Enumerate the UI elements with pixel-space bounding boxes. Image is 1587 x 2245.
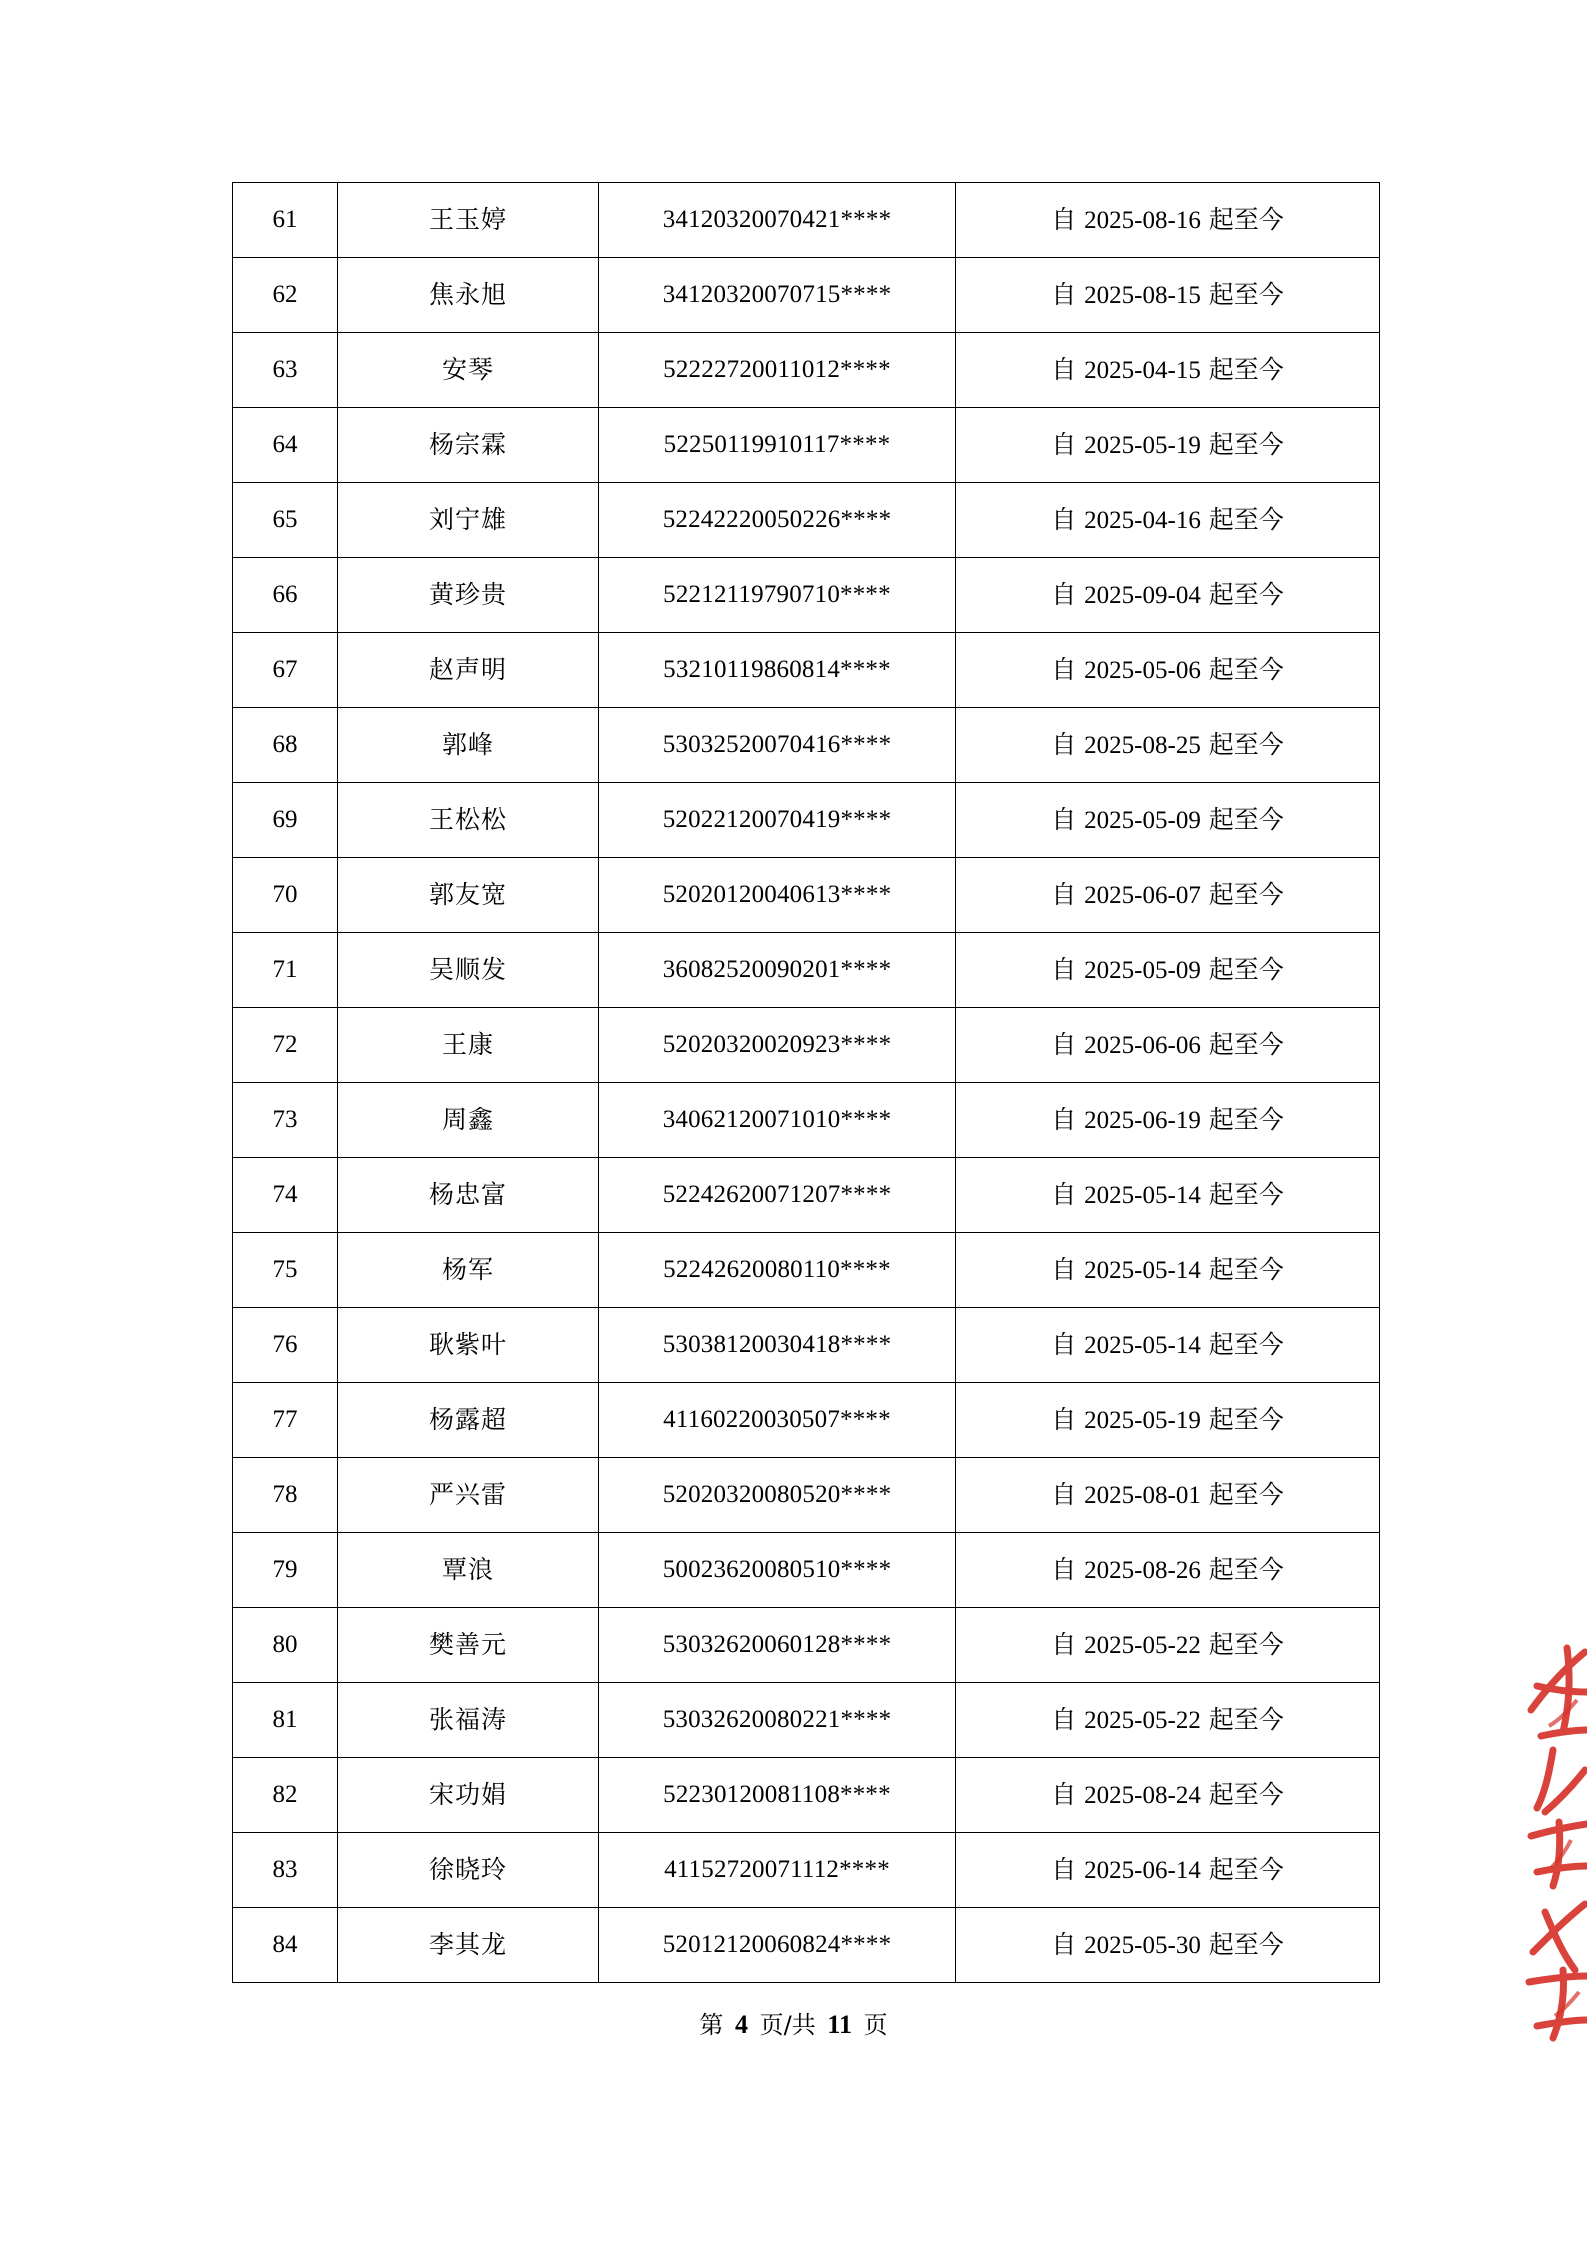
table-row	[233, 1158, 1380, 1233]
row-date-range	[956, 483, 1380, 558]
row-date-range	[956, 1683, 1380, 1758]
date-value: 2025-05-30	[1084, 1931, 1201, 1959]
row-id-number: 36082520090201****	[599, 933, 956, 1008]
row-id-number: 52212119790710****	[599, 558, 956, 633]
page-footer	[0, 2005, 1587, 2040]
date-value: 2025-06-06	[1084, 1031, 1201, 1059]
date-value: 2025-06-07	[1084, 881, 1201, 909]
row-index: 74	[233, 1158, 338, 1233]
date-value: 2025-08-15	[1084, 281, 1201, 309]
row-id-number: 34120320070715****	[599, 258, 956, 333]
date-value: 2025-08-01	[1084, 1481, 1201, 1509]
row-date-range	[956, 558, 1380, 633]
row-name: 安琴	[338, 333, 599, 408]
table-row	[233, 1533, 1380, 1608]
date-prefix: 自	[1051, 1479, 1077, 1509]
date-value: 2025-08-16	[1084, 206, 1201, 234]
date-prefix: 自	[1051, 1104, 1077, 1134]
row-id-number: 52020320020923****	[599, 1008, 956, 1083]
date-prefix: 自	[1051, 879, 1077, 909]
date-suffix: 起至今	[1208, 804, 1284, 834]
table-row	[233, 708, 1380, 783]
date-suffix: 起至今	[1208, 654, 1284, 684]
table-row	[233, 408, 1380, 483]
row-index: 70	[233, 858, 338, 933]
row-date-range	[956, 633, 1380, 708]
date-value: 2025-08-26	[1084, 1556, 1201, 1584]
row-date-range	[956, 933, 1380, 1008]
red-seal-fragment	[1467, 1640, 1587, 2060]
row-index: 72	[233, 1008, 338, 1083]
row-index: 79	[233, 1533, 338, 1608]
row-id-number: 52230120081108****	[599, 1758, 956, 1833]
row-index: 80	[233, 1608, 338, 1683]
records-table	[232, 182, 1380, 1983]
date-suffix: 起至今	[1208, 429, 1284, 459]
table-row	[233, 1908, 1380, 1983]
date-prefix: 自	[1051, 1179, 1077, 1209]
row-name: 李其龙	[338, 1908, 599, 1983]
table-row	[233, 1233, 1380, 1308]
footer-label-prefix: 第	[699, 2011, 724, 2039]
row-index: 65	[233, 483, 338, 558]
table-row	[233, 1458, 1380, 1533]
date-prefix: 自	[1051, 279, 1077, 309]
row-index: 68	[233, 708, 338, 783]
date-suffix: 起至今	[1208, 879, 1284, 909]
table-row	[233, 1608, 1380, 1683]
table-row	[233, 558, 1380, 633]
row-index: 67	[233, 633, 338, 708]
date-prefix: 自	[1051, 354, 1077, 384]
footer-current-page: 4	[735, 2010, 749, 2039]
date-suffix: 起至今	[1208, 1854, 1284, 1884]
date-prefix: 自	[1051, 954, 1077, 984]
date-prefix: 自	[1051, 1704, 1077, 1734]
row-name: 王玉婷	[338, 183, 599, 258]
row-index: 76	[233, 1308, 338, 1383]
date-value: 2025-08-24	[1084, 1781, 1201, 1809]
row-index: 75	[233, 1233, 338, 1308]
row-index: 83	[233, 1833, 338, 1908]
date-suffix: 起至今	[1208, 1629, 1284, 1659]
row-id-number: 52242620080110****	[599, 1233, 956, 1308]
row-date-range	[956, 1008, 1380, 1083]
row-id-number: 52020320080520****	[599, 1458, 956, 1533]
date-prefix: 自	[1051, 1554, 1077, 1584]
date-prefix: 自	[1051, 1779, 1077, 1809]
table-row	[233, 633, 1380, 708]
row-name: 杨忠富	[338, 1158, 599, 1233]
row-date-range	[956, 333, 1380, 408]
date-suffix: 起至今	[1208, 1704, 1284, 1734]
row-date-range	[956, 1083, 1380, 1158]
row-date-range	[956, 1533, 1380, 1608]
row-index: 77	[233, 1383, 338, 1458]
table-row	[233, 258, 1380, 333]
table-row	[233, 483, 1380, 558]
row-name: 黄珍贵	[338, 558, 599, 633]
row-name: 徐晓玲	[338, 1833, 599, 1908]
row-id-number: 41160220030507****	[599, 1383, 956, 1458]
date-prefix: 自	[1051, 204, 1077, 234]
row-id-number: 53032620080221****	[599, 1683, 956, 1758]
row-date-range	[956, 1608, 1380, 1683]
table-row	[233, 1383, 1380, 1458]
row-date-range	[956, 1458, 1380, 1533]
date-suffix: 起至今	[1208, 1329, 1284, 1359]
date-suffix: 起至今	[1208, 729, 1284, 759]
date-suffix: 起至今	[1208, 279, 1284, 309]
footer-total-pages: 11	[827, 2010, 852, 2039]
row-id-number: 52242620071207****	[599, 1158, 956, 1233]
row-date-range	[956, 258, 1380, 333]
row-date-range	[956, 1233, 1380, 1308]
date-prefix: 自	[1051, 804, 1077, 834]
row-name: 宋功娟	[338, 1758, 599, 1833]
date-prefix: 自	[1051, 1629, 1077, 1659]
row-index: 73	[233, 1083, 338, 1158]
row-name: 郭峰	[338, 708, 599, 783]
row-id-number: 50023620080510****	[599, 1533, 956, 1608]
row-name: 覃浪	[338, 1533, 599, 1608]
date-prefix: 自	[1051, 1854, 1077, 1884]
table-row	[233, 858, 1380, 933]
footer-label-middle: 页/共	[759, 2011, 816, 2039]
date-suffix: 起至今	[1208, 1179, 1284, 1209]
row-name: 张福涛	[338, 1683, 599, 1758]
date-value: 2025-05-14	[1084, 1331, 1201, 1359]
table-row	[233, 1008, 1380, 1083]
row-index: 69	[233, 783, 338, 858]
row-name: 焦永旭	[338, 258, 599, 333]
table-row	[233, 1083, 1380, 1158]
row-name: 王康	[338, 1008, 599, 1083]
date-value: 2025-06-14	[1084, 1856, 1201, 1884]
row-name: 赵声明	[338, 633, 599, 708]
row-date-range	[956, 408, 1380, 483]
date-value: 2025-05-22	[1084, 1706, 1201, 1734]
row-id-number: 34062120071010****	[599, 1083, 956, 1158]
date-prefix: 自	[1051, 579, 1077, 609]
date-prefix: 自	[1051, 504, 1077, 534]
row-index: 71	[233, 933, 338, 1008]
row-id-number: 52242220050226****	[599, 483, 956, 558]
records-table-body	[233, 183, 1380, 1983]
row-id-number: 52020120040613****	[599, 858, 956, 933]
row-id-number: 34120320070421****	[599, 183, 956, 258]
date-value: 2025-05-14	[1084, 1256, 1201, 1284]
row-index: 63	[233, 333, 338, 408]
date-suffix: 起至今	[1208, 579, 1284, 609]
row-index: 66	[233, 558, 338, 633]
row-date-range	[956, 708, 1380, 783]
date-value: 2025-06-19	[1084, 1106, 1201, 1134]
row-name: 杨宗霖	[338, 408, 599, 483]
row-name: 杨军	[338, 1233, 599, 1308]
date-value: 2025-05-22	[1084, 1631, 1201, 1659]
date-suffix: 起至今	[1208, 1404, 1284, 1434]
row-id-number: 53032620060128****	[599, 1608, 956, 1683]
row-date-range	[956, 1833, 1380, 1908]
date-value: 2025-09-04	[1084, 581, 1201, 609]
date-value: 2025-04-15	[1084, 356, 1201, 384]
row-index: 82	[233, 1758, 338, 1833]
date-prefix: 自	[1051, 729, 1077, 759]
row-date-range	[956, 183, 1380, 258]
date-suffix: 起至今	[1208, 1479, 1284, 1509]
row-name: 王松松	[338, 783, 599, 858]
row-id-number: 53038120030418****	[599, 1308, 956, 1383]
row-index: 81	[233, 1683, 338, 1758]
row-date-range	[956, 1158, 1380, 1233]
row-id-number: 52012120060824****	[599, 1908, 956, 1983]
row-name: 樊善元	[338, 1608, 599, 1683]
date-suffix: 起至今	[1208, 1779, 1284, 1809]
row-name: 刘宁雄	[338, 483, 599, 558]
table-row	[233, 1308, 1380, 1383]
row-name: 严兴雷	[338, 1458, 599, 1533]
row-date-range	[956, 783, 1380, 858]
date-value: 2025-05-06	[1084, 656, 1201, 684]
row-id-number: 53210119860814****	[599, 633, 956, 708]
date-prefix: 自	[1051, 1329, 1077, 1359]
row-name: 郭友宽	[338, 858, 599, 933]
date-suffix: 起至今	[1208, 954, 1284, 984]
row-name: 吴顺发	[338, 933, 599, 1008]
table-row	[233, 333, 1380, 408]
row-id-number: 52250119910117****	[599, 408, 956, 483]
date-suffix: 起至今	[1208, 1929, 1284, 1959]
date-suffix: 起至今	[1208, 1554, 1284, 1584]
date-prefix: 自	[1051, 1029, 1077, 1059]
row-date-range	[956, 858, 1380, 933]
row-date-range	[956, 1308, 1380, 1383]
date-prefix: 自	[1051, 1404, 1077, 1434]
date-prefix: 自	[1051, 1254, 1077, 1284]
date-prefix: 自	[1051, 654, 1077, 684]
row-id-number: 41152720071112****	[599, 1833, 956, 1908]
date-value: 2025-05-09	[1084, 956, 1201, 984]
table-row	[233, 1683, 1380, 1758]
date-suffix: 起至今	[1208, 1104, 1284, 1134]
table-row	[233, 183, 1380, 258]
footer-label-suffix: 页	[863, 2011, 888, 2039]
row-id-number: 53032520070416****	[599, 708, 956, 783]
table-row	[233, 933, 1380, 1008]
row-index: 78	[233, 1458, 338, 1533]
row-index: 61	[233, 183, 338, 258]
date-prefix: 自	[1051, 429, 1077, 459]
table-row	[233, 1833, 1380, 1908]
row-name: 杨露超	[338, 1383, 599, 1458]
date-suffix: 起至今	[1208, 204, 1284, 234]
date-suffix: 起至今	[1208, 504, 1284, 534]
row-index: 64	[233, 408, 338, 483]
row-date-range	[956, 1908, 1380, 1983]
date-value: 2025-05-19	[1084, 431, 1201, 459]
row-id-number: 52022120070419****	[599, 783, 956, 858]
date-value: 2025-04-16	[1084, 506, 1201, 534]
date-prefix: 自	[1051, 1929, 1077, 1959]
date-value: 2025-05-09	[1084, 806, 1201, 834]
date-suffix: 起至今	[1208, 354, 1284, 384]
date-suffix: 起至今	[1208, 1254, 1284, 1284]
date-value: 2025-05-14	[1084, 1181, 1201, 1209]
row-name: 耿紫叶	[338, 1308, 599, 1383]
row-index: 62	[233, 258, 338, 333]
table-row	[233, 1758, 1380, 1833]
row-id-number: 52222720011012****	[599, 333, 956, 408]
row-name: 周鑫	[338, 1083, 599, 1158]
date-value: 2025-05-19	[1084, 1406, 1201, 1434]
row-date-range	[956, 1383, 1380, 1458]
row-date-range	[956, 1758, 1380, 1833]
date-suffix: 起至今	[1208, 1029, 1284, 1059]
table-row	[233, 783, 1380, 858]
row-index: 84	[233, 1908, 338, 1983]
date-value: 2025-08-25	[1084, 731, 1201, 759]
